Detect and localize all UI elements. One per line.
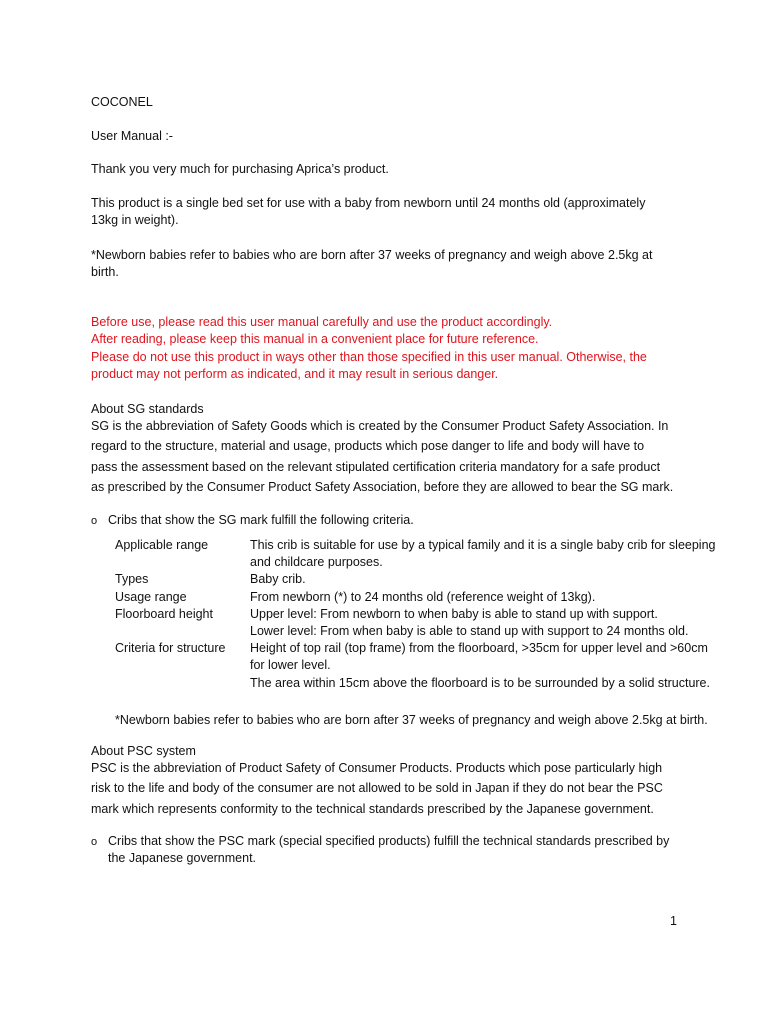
doc-subtitle: User Manual :- (91, 129, 173, 143)
doc-title: COCONEL (91, 95, 153, 109)
intro-line-1: This product is a single bed set for use with a baby from newborn until 24 months old (approximately (91, 196, 646, 210)
criteria-value-line: This crib is suitable for use by a typical family and it is a single baby crib for sleeping (250, 538, 716, 552)
criteria-value-line: Lower level: From when baby is able to stand up with support to 24 months old. (250, 624, 689, 639)
newborn-note-line-1: *Newborn babies refer to babies who are born after 37 weeks of pregnancy and weigh above 2.5kg at (91, 248, 653, 262)
sg-line-4: as prescribed by the Consumer Product Safety Association, before they are allowed to bear the SG mark. (91, 480, 674, 494)
newborn-note-2: *Newborn babies refer to babies who are born after 37 weeks of pregnancy and weigh above 2.5kg at birth. (115, 713, 708, 727)
newborn-note-line-2: birth. (91, 265, 119, 279)
psc-bullet-marker: o (91, 836, 98, 848)
table-row (115, 640, 730, 692)
table-row (115, 571, 730, 588)
sg-bullet-marker: o (91, 515, 98, 527)
sg-line-1: SG is the abbreviation of Safety Goods which is created by the Consumer Product Safety Association. In (91, 419, 669, 433)
criteria-value-line: and childcare purposes. (250, 555, 383, 570)
criteria-value-line: Upper level: From newborn to when baby is able to stand up with support. (250, 606, 658, 621)
warning-line-1: Before use, please read this user manual carefully and use the product accordingly. (91, 315, 553, 329)
sg-heading: About SG standards (91, 402, 204, 416)
psc-line-1: PSC is the abbreviation of Product Safety of Consumer Products. Products which pose particularly high (91, 761, 663, 775)
page-number: 1 (670, 914, 677, 928)
sg-criteria-table (115, 537, 730, 692)
psc-line-3: mark which represents conformity to the technical standards prescribed by the Japanese government. (91, 802, 654, 816)
thanks-text: Thank you very much for purchasing Aprica’s product. (91, 162, 389, 176)
criteria-value (250, 640, 730, 692)
psc-line-2: risk to the life and body of the consumer are not allowed to be sold in Japan if they do not bear the PSC (91, 781, 663, 795)
criteria-value-line: The area within 15cm above the floorboard is to be surrounded by a solid structure. (250, 675, 710, 690)
criteria-value: Baby crib. (250, 572, 306, 587)
psc-heading: About PSC system (91, 744, 196, 758)
sg-line-3: pass the assessment based on the relevant stipulated certification criteria mandatory for a safe product (91, 460, 661, 474)
intro-line-2: 13kg in weight). (91, 213, 179, 227)
sg-line-2: regard to the structure, material and usage, products which pose danger to life and body will have to (91, 439, 645, 453)
psc-bullet-line-2: the Japanese government. (108, 851, 257, 865)
psc-bullet-line-1: Cribs that show the PSC mark (special specified products) fulfill the technical standards prescribed by (108, 834, 670, 848)
warning-line-3: Please do not use this product in ways other than those specified in this user manual. Otherwise, the (91, 350, 647, 364)
criteria-label: Criteria for structure (115, 641, 226, 656)
criteria-label: Types (115, 572, 149, 587)
table-row (115, 606, 730, 640)
criteria-value-line: Height of top rail (top frame) from the floorboard, >35cm for upper level and >60cm (250, 641, 708, 656)
warning-line-2: After reading, please keep this manual in a convenient place for future reference. (91, 332, 539, 346)
criteria-value (250, 606, 730, 640)
table-row (115, 537, 730, 571)
criteria-value-line: for lower level. (250, 658, 331, 673)
warning-line-4: product may not perform as indicated, and it may result in serious danger. (91, 367, 499, 381)
table-row (115, 589, 730, 606)
criteria-value: From newborn (*) to 24 months old (reference weight of 13kg). (250, 589, 596, 604)
criteria-value (250, 537, 730, 571)
sg-bullet-text: Cribs that show the SG mark fulfill the following criteria. (108, 513, 414, 527)
criteria-label: Floorboard height (115, 606, 213, 621)
criteria-label: Applicable range (115, 538, 209, 552)
criteria-label: Usage range (115, 589, 187, 604)
